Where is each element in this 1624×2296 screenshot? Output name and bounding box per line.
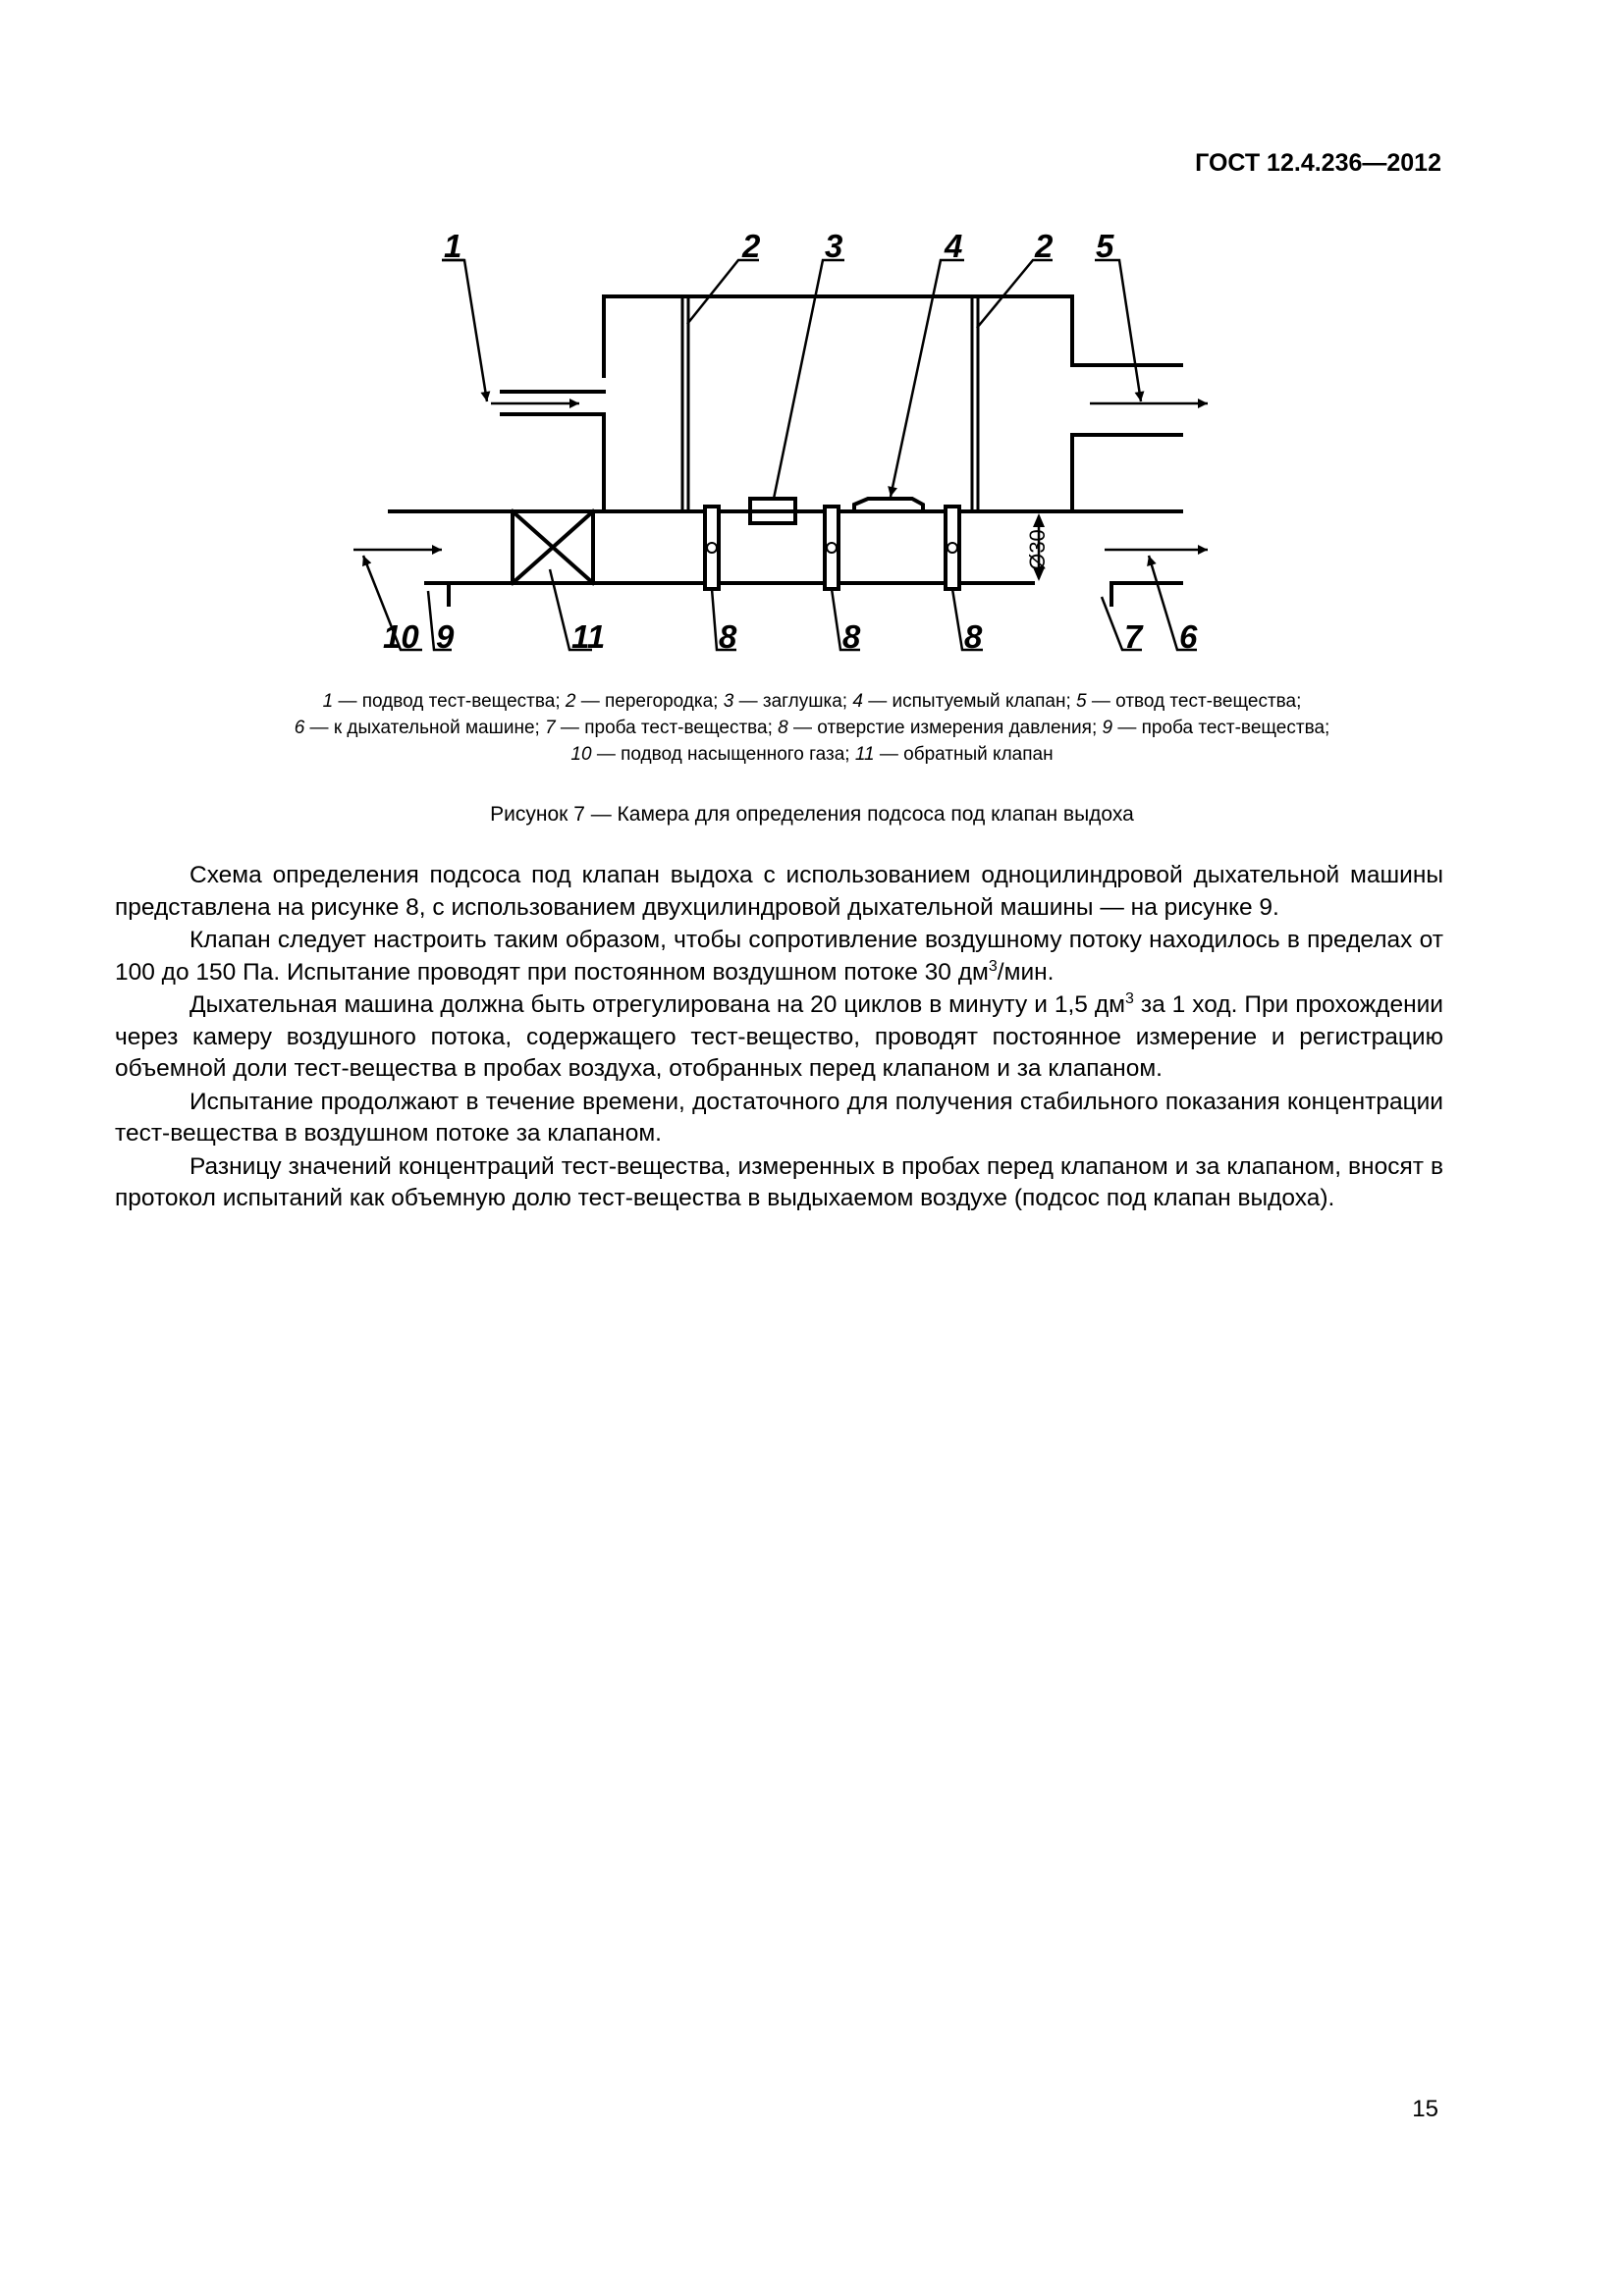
callout-label: 6 bbox=[1179, 618, 1198, 655]
figure-legend bbox=[147, 688, 1477, 768]
legend-line-1: 1 — подвод тест-вещества; 2 — перегородка; 3 — заглушка; 4 — испытуемый клапан; 5 — отвод тест-вещества; bbox=[322, 691, 1302, 712]
figure-caption: Рисунок 7 — Камера для определения подсоса под клапан выдоха bbox=[490, 803, 1134, 826]
page-number: 15 bbox=[1412, 2096, 1438, 2122]
dimension-label: Ø30 bbox=[1025, 529, 1050, 570]
callout-label: 2 bbox=[1035, 228, 1054, 264]
callout-label: 5 bbox=[1096, 228, 1114, 264]
callouts-bottom bbox=[383, 618, 1198, 655]
chamber-left-upper-wall bbox=[604, 296, 1181, 376]
outlet-bottom-wall bbox=[1072, 435, 1181, 511]
paragraph: Клапан следует настроить таким образом, чтобы сопротивление воздушному потоку находилось в пределах от 100 до 150 Па. Испытание проводят при постоянном воздушном потоке 30 $дм^3$/мин. bbox=[115, 927, 1443, 986]
check-valve-cross bbox=[513, 511, 593, 583]
callout-label: 9 bbox=[436, 618, 455, 655]
figure-7-diagram bbox=[0, 0, 1624, 667]
paragraph: Испытание продолжают в течение времени, достаточного для получения стабильного показания концентрации тест-вещества в воздушном потоке за клапаном. bbox=[115, 1088, 1443, 1147]
legend-line-3: 10 — подвод насыщенного газа; 11 — обратный клапан bbox=[570, 744, 1054, 765]
callout-label: 8 bbox=[964, 618, 983, 655]
document-code: ГОСТ 12.4.236—2012 bbox=[1195, 149, 1441, 177]
paragraph: Разницу значений концентраций тест-вещества, измеренных в пробах перед клапаном и за клапаном, вносят в протокол испытаний как объемную долю тест-вещества в выдыхаемом воздухе (подсос под клапан выдоха). bbox=[115, 1152, 1443, 1211]
callout-label: 8 bbox=[842, 618, 861, 655]
callout-label: 11 bbox=[571, 618, 606, 655]
paragraph: Дыхательная машина должна быть отрегулирована на 20 циклов в минуту и 1,5 $дм^3$ за 1 ход. При прохождении через камеру воздушного потока, содержащего тест-вещество, проводят постоянное измерение и регистрацию объемной доли тест-вещества в пробах воздуха, отобранных перед клапаном и за клапаном. bbox=[115, 989, 1443, 1082]
callout-label: 10 bbox=[383, 618, 419, 655]
partition-left bbox=[682, 296, 688, 511]
callout-label: 7 bbox=[1124, 618, 1143, 655]
paragraph: Схема определения подсоса под клапан выдоха с использованием одноцилиндровой дыхательной машины представлена на рисунке 8, с использованием двухцилиндровой дыхательной машины — на рисунке 9. bbox=[115, 862, 1443, 921]
callout-label: 2 bbox=[742, 228, 761, 264]
callout-label: 1 bbox=[444, 228, 462, 264]
partition-right bbox=[972, 296, 978, 511]
callouts-top bbox=[444, 228, 1114, 264]
callout-label: 3 bbox=[825, 228, 843, 264]
chamber-schematic bbox=[0, 0, 1624, 667]
inlet-bottom-wall bbox=[502, 414, 604, 511]
legend-line-2: 6 — к дыхательной машине; 7 — проба тест-вещества; 8 — отверстие измерения давления; 9 — проба тест-вещества; bbox=[294, 718, 1330, 738]
body-text bbox=[115, 860, 1443, 1215]
callout-label: 4 bbox=[945, 228, 963, 264]
callout-label: 8 bbox=[719, 618, 737, 655]
